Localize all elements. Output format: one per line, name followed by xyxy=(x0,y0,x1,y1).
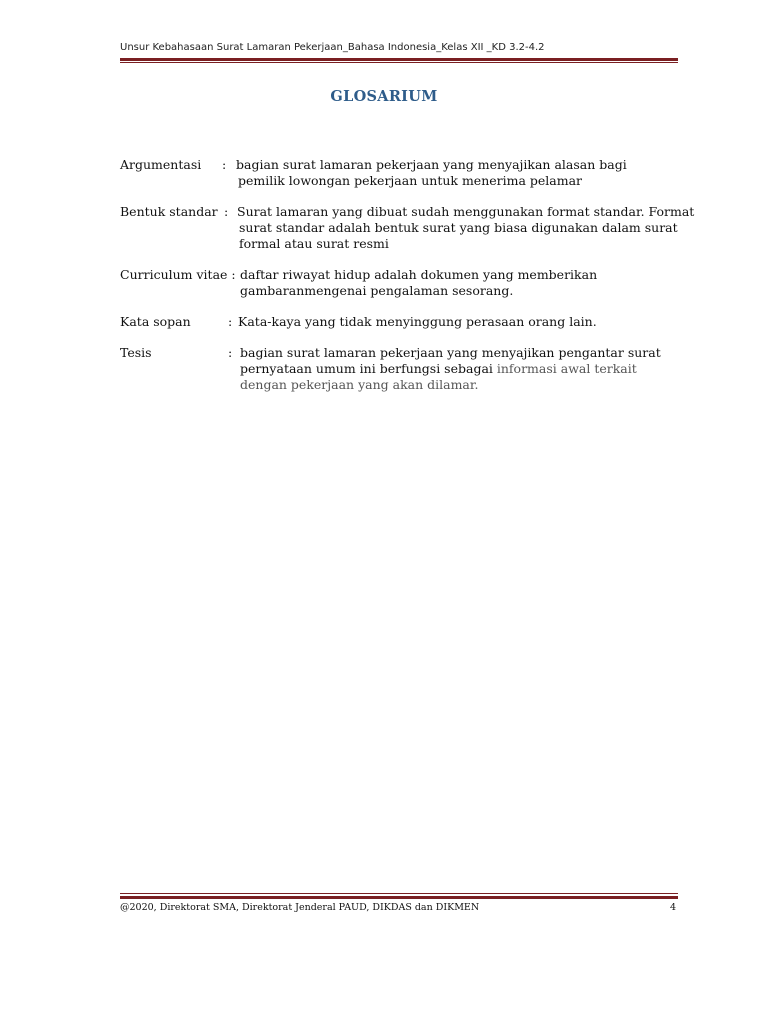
glossary-term: Tesis xyxy=(120,345,152,360)
definition-line: Kata-kaya yang tidak menyinggung perasaan orang lain. xyxy=(238,314,597,329)
definition-line: dengan pekerjaan yang akan dilamar. xyxy=(240,377,479,392)
glossary-colon: : xyxy=(228,314,233,329)
definition-line-part: informasi awal terkait xyxy=(492,361,637,376)
glossary-definition xyxy=(237,204,695,252)
glossary-definition xyxy=(240,345,680,393)
definition-line: bagian surat lamaran pekerjaan yang menyajikan alasan bagi xyxy=(236,157,627,172)
definition-line: pemilik lowongan pekerjaan untuk menerima pelamar xyxy=(238,173,583,188)
glossary-term: Argumentasi xyxy=(120,157,202,172)
glossary-colon: : xyxy=(222,157,227,172)
glossary-term: Bentuk standar xyxy=(120,204,218,219)
footer-text: @2020, Direktorat SMA, Direktorat Jenderal PAUD, DIKDAS dan DIKMEN xyxy=(120,902,480,913)
page-number: 4 xyxy=(669,902,676,913)
header-text: Unsur Kebahasaan Surat Lamaran Pekerjaan_Bahasa Indonesia_Kelas XII _KD 3.2-4.2 xyxy=(120,42,545,53)
glossary-term: Kata sopan xyxy=(120,314,191,329)
glossary-definition xyxy=(240,267,680,299)
definition-line-part: pernyataan umum ini berfungsi sebagai xyxy=(240,361,493,376)
glossary-term: Curriculum vitae : xyxy=(120,267,236,282)
definition-line: surat standar adalah bentuk surat yang biasa digunakan dalam surat xyxy=(239,220,678,235)
definition-line: gambaranmengenai pengalaman sesorang. xyxy=(240,283,514,298)
glossary-definition xyxy=(238,314,678,330)
header-rule-thick xyxy=(120,58,678,61)
definition-line: daftar riwayat hidup adalah dokumen yang memberikan xyxy=(240,267,598,282)
definition-line: formal atau surat resmi xyxy=(239,236,389,251)
header-rule-thin xyxy=(120,62,678,63)
definition-line xyxy=(240,361,680,377)
footer-rule-thin xyxy=(120,893,678,894)
definition-line: bagian surat lamaran pekerjaan yang menyajikan pengantar surat xyxy=(240,345,661,360)
footer-rule-thick xyxy=(120,896,678,899)
glossary-colon: : xyxy=(224,204,229,219)
glossary-definition xyxy=(236,157,676,189)
glossary-colon: : xyxy=(228,345,233,360)
page-title: GLOSARIUM xyxy=(330,88,438,105)
definition-line: Surat lamaran yang dibuat sudah menggunakan format standar. Format xyxy=(237,204,695,219)
